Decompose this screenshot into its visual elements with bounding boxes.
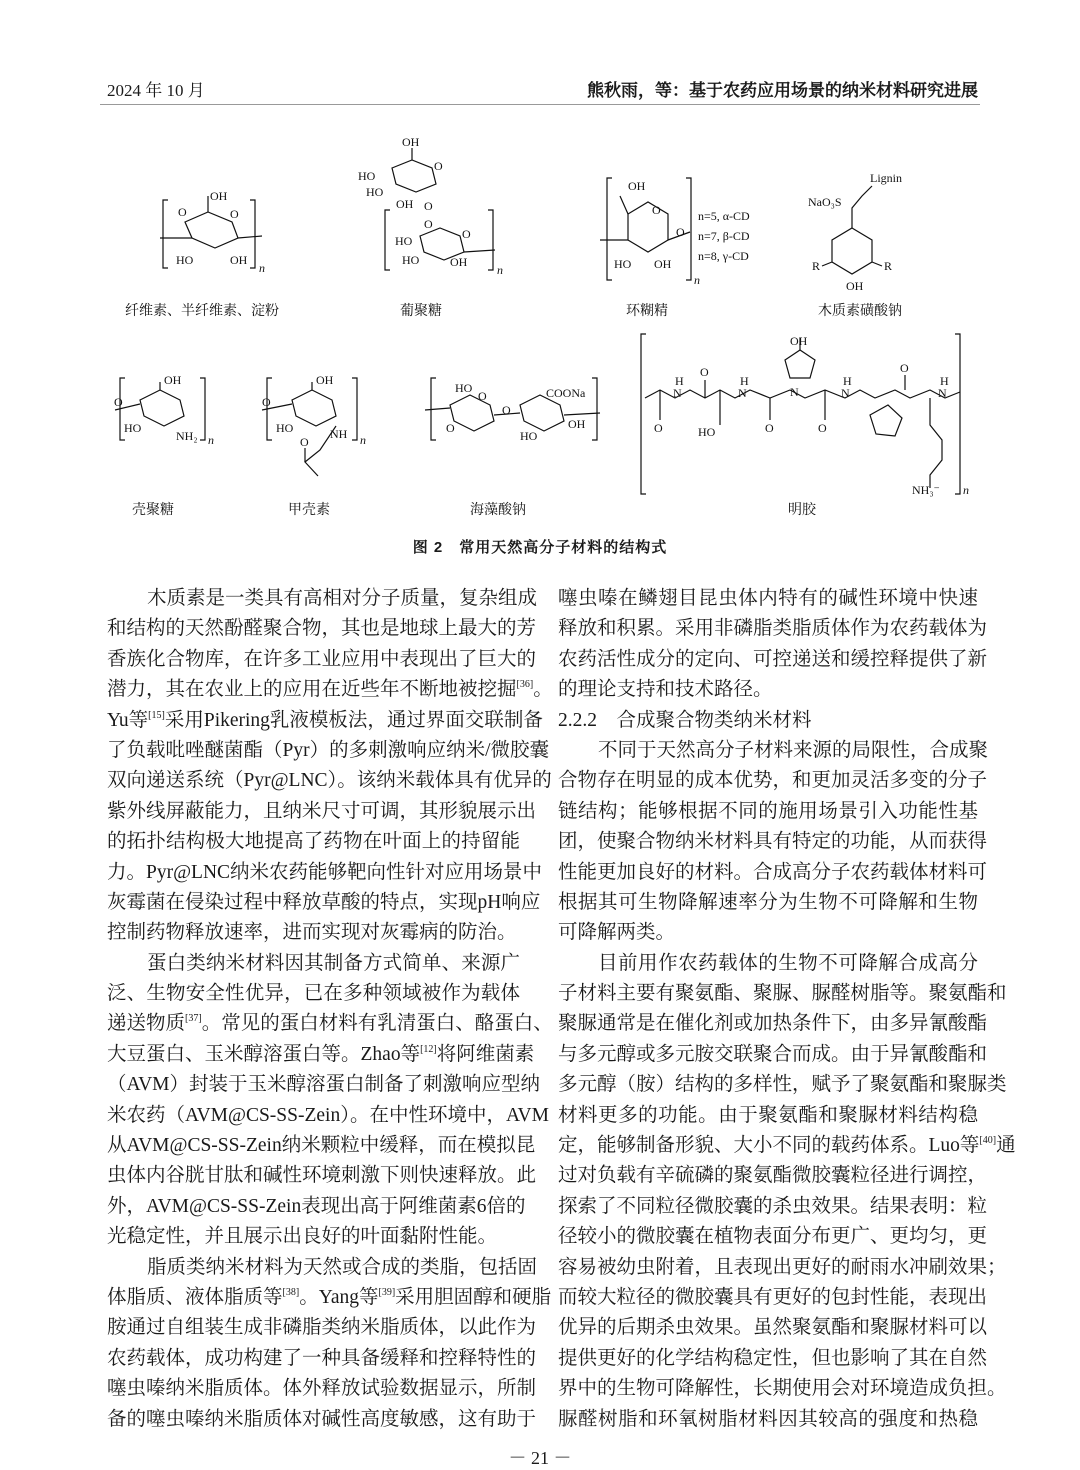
paragraph-line: 泛、生物安全性优异，已在多种领域被作为载体 bbox=[107, 983, 520, 1005]
svg-text:n=8, γ-CD: n=8, γ-CD bbox=[698, 249, 749, 263]
paragraph-line: 与多元醇或多元胺交联聚合而成。由于异氰酸酯和 bbox=[558, 1043, 988, 1065]
paragraph-line: 和结构的天然酚醛聚合物，其也是地球上最大的芳 bbox=[107, 618, 537, 640]
svg-text:O: O bbox=[114, 395, 123, 409]
paragraph-line: 潜力，其在农业上的应用在近些年不断地被挖掘[36]。 bbox=[107, 679, 553, 701]
structure-cyclodextrin bbox=[600, 178, 750, 319]
structure-chitin bbox=[262, 373, 366, 518]
paragraph-line: 径较小的微胶囊在植物表面分布更广、更均匀，更 bbox=[558, 1226, 988, 1248]
paragraph-line: 容易被幼虫附着，且表现出更好的耐雨水冲刷效果； bbox=[558, 1256, 1007, 1278]
svg-text:HO: HO bbox=[124, 421, 142, 435]
svg-text:R: R bbox=[884, 259, 893, 273]
paragraph-line: 紫外线屏蔽能力，且纳米尺寸可调，其形貌展示出 bbox=[107, 800, 537, 822]
paragraph-line: 米农药（AVM@CS-SS-Zein）。在中性环境中，AVM bbox=[107, 1104, 549, 1126]
svg-text:HO: HO bbox=[366, 185, 384, 199]
svg-text:NaO₃S: NaO₃S bbox=[808, 195, 842, 209]
label-chitin: 甲壳素 bbox=[288, 503, 330, 518]
figure-caption: 图 2 常用天然高分子材料的结构式 bbox=[412, 539, 668, 556]
body-column-left bbox=[107, 584, 553, 1435]
svg-text:HO: HO bbox=[176, 253, 194, 267]
svg-text:O: O bbox=[434, 159, 443, 173]
citation-ref[interactable]: [15] bbox=[148, 709, 165, 721]
svg-text:O: O bbox=[652, 203, 661, 217]
svg-text:n: n bbox=[497, 263, 503, 277]
svg-text:R: R bbox=[812, 259, 821, 273]
paragraph-line: 探索了不同粒径微胶囊的杀虫效果。结果表明：粒 bbox=[558, 1195, 988, 1217]
svg-text:O: O bbox=[262, 395, 271, 409]
svg-text:n=5, α-CD: n=5, α-CD bbox=[698, 209, 750, 223]
svg-text:N: N bbox=[938, 386, 947, 400]
structure-dextran bbox=[358, 135, 503, 319]
svg-text:O: O bbox=[676, 225, 685, 239]
paragraph-line: 农药载体，成功构建了一种具备缓释和控释特性的 bbox=[107, 1347, 537, 1369]
label-alginate: 海藻酸钠 bbox=[470, 503, 526, 518]
svg-text:Lignin: Lignin bbox=[870, 171, 902, 185]
svg-text:O: O bbox=[654, 421, 663, 435]
structure-cellulose bbox=[125, 189, 279, 319]
svg-text:OH: OH bbox=[628, 179, 646, 193]
paragraph-line: 虫体内谷胱甘肽和碱性环境刺激下则快速释放。此 bbox=[107, 1165, 537, 1187]
paragraph-line: 提供更好的化学结构稳定性，但也影响了其在自然 bbox=[558, 1347, 988, 1369]
svg-text:n: n bbox=[360, 433, 366, 447]
svg-text:OH: OH bbox=[654, 257, 672, 271]
section-heading: 2.2.2 合成聚合物类纳米材料 bbox=[558, 709, 812, 731]
paragraph-line: 界中的生物可降解性，长期使用会对环境造成负担。 bbox=[558, 1378, 1007, 1400]
body-column-right bbox=[558, 584, 1016, 1435]
svg-text:OH: OH bbox=[568, 417, 586, 431]
svg-text:HO: HO bbox=[614, 257, 632, 271]
svg-text:OH: OH bbox=[450, 255, 468, 269]
svg-text:HO: HO bbox=[455, 381, 473, 395]
svg-text:O: O bbox=[178, 205, 187, 219]
paragraph-line: 噻虫嗪纳米脂质体。体外释放试验数据显示，所制 bbox=[107, 1378, 537, 1400]
paragraph-line: 多元醇（胺）结构的多样性，赋予了聚氨酯和聚脲类 bbox=[558, 1074, 1007, 1096]
running-header-date: 2024 年 10 月 bbox=[107, 81, 205, 100]
svg-text:H: H bbox=[675, 374, 684, 388]
svg-text:NH₃⁻: NH₃⁻ bbox=[912, 483, 940, 497]
paragraph-line: 链结构；能够根据不同的施用场景引入功能性基 bbox=[558, 800, 978, 822]
svg-text:O: O bbox=[424, 199, 433, 213]
svg-text:O: O bbox=[230, 207, 239, 221]
svg-text:NH: NH bbox=[330, 427, 348, 441]
paragraph-line: 从AVM@CS-SS-Zein纳米颗粒中缓释，而在模拟昆 bbox=[107, 1135, 536, 1157]
svg-text:N: N bbox=[738, 386, 747, 400]
citation-ref[interactable]: [36] bbox=[516, 679, 534, 691]
svg-text:HO: HO bbox=[402, 253, 420, 267]
paragraph-line: 脲醛树脂和环氧树脂材料因其较高的强度和热稳 bbox=[558, 1408, 978, 1430]
svg-text:H: H bbox=[740, 374, 749, 388]
paragraph-line: 的理论支持和技术路径。 bbox=[558, 679, 773, 701]
paragraph-line: 递送物质[37]。常见的蛋白材料有乳清蛋白、酪蛋白、 bbox=[107, 1013, 553, 1035]
paragraph-line: 体脂质、液体脂质等[38]。Yang等[39]采用胆固醇和硬脂 bbox=[107, 1286, 552, 1308]
label-cyclodextrin: 环糊精 bbox=[626, 304, 668, 319]
label-lignosulfonate: 木质素磺酸钠 bbox=[818, 304, 902, 319]
paragraph-line: 外，AVM@CS-SS-Zein表现出高于阿维菌素6倍的 bbox=[107, 1195, 526, 1217]
paragraph-line: Yu等[15]采用Pikering乳液模板法，通过界面交联制备 bbox=[107, 709, 543, 731]
svg-text:HO: HO bbox=[358, 169, 376, 183]
svg-text:HO: HO bbox=[276, 421, 294, 435]
svg-text:O: O bbox=[446, 421, 455, 435]
paragraph-line: 优异的后期杀虫效果。虽然聚氨酯和聚脲材料可以 bbox=[558, 1317, 988, 1339]
svg-text:O: O bbox=[300, 435, 309, 449]
paragraph-line: 香族化合物库，在许多工业应用中表现出了巨大的 bbox=[107, 648, 537, 670]
svg-text:O: O bbox=[424, 217, 433, 231]
svg-text:O: O bbox=[765, 421, 774, 435]
citation-ref[interactable]: [37] bbox=[185, 1013, 202, 1025]
paragraph-line: 定，能够制备形貌、大小不同的载药体系。Luo等[40]通 bbox=[558, 1135, 1016, 1157]
paragraph-line: 的拓扑结构极大地提高了药物在叶面上的持留能 bbox=[107, 831, 520, 853]
paragraph-line: 合物存在明显的成本优势，和更加灵活多变的分子 bbox=[558, 770, 988, 792]
paragraph-line: 大豆蛋白、玉米醇溶蛋白等。Zhao等[12]将阿维菌素 bbox=[107, 1043, 535, 1065]
paragraph-line: 木质素是一类具有高相对分子质量，复杂组成 bbox=[147, 588, 538, 609]
label-dextran: 葡聚糖 bbox=[400, 304, 442, 319]
label-cellulose: 纤维素、半纤维素、淀粉 bbox=[125, 304, 279, 319]
structure-chitosan bbox=[114, 373, 214, 518]
paragraph-line: 双向递送系统（Pyr@LNC）。该纳米载体具有优异的 bbox=[107, 770, 552, 792]
structure-alginate bbox=[425, 378, 600, 518]
svg-text:n: n bbox=[259, 261, 265, 275]
paragraph-line: 团，使聚合物纳米材料具有特定的功能，从而获得 bbox=[558, 831, 988, 853]
structure-gelatin bbox=[641, 334, 969, 518]
label-gelatin: 明胶 bbox=[788, 503, 816, 518]
citation-ref[interactable]: [39] bbox=[378, 1286, 396, 1298]
paragraph-line: 灰霉菌在侵染过程中释放草酸的特点，实现pH响应 bbox=[107, 891, 541, 913]
paragraph-line: 农药活性成分的定向、可控递送和缓控释提供了新 bbox=[558, 648, 988, 670]
svg-text:NH₂: NH₂ bbox=[176, 429, 198, 443]
citation-ref[interactable]: [12] bbox=[420, 1043, 437, 1055]
paragraph-line: 光稳定性，并且展示出良好的叶面黏附性能。 bbox=[107, 1226, 498, 1248]
page-number: － 21 － bbox=[508, 1448, 572, 1468]
structure-lignosulfonate bbox=[808, 171, 902, 319]
paragraph-line: 目前用作农药载体的生物不可降解合成高分 bbox=[598, 952, 978, 974]
paragraph-line: 根据其可生物降解速率分为生物不可降解和生物 bbox=[558, 891, 978, 913]
citation-ref[interactable]: [40] bbox=[979, 1135, 997, 1147]
svg-text:N: N bbox=[790, 385, 799, 399]
paragraph-line: 噻虫嗪在鳞翅目昆虫体内特有的碱性环境中快速 bbox=[558, 588, 978, 609]
svg-text:O: O bbox=[900, 361, 909, 375]
svg-text:HO: HO bbox=[698, 425, 716, 439]
paragraph-line: 而较大粒径的微胶囊具有更好的包封性能，表现出 bbox=[558, 1286, 988, 1308]
svg-text:O: O bbox=[700, 365, 709, 379]
svg-text:n: n bbox=[963, 483, 969, 497]
paragraph-line: 备的噻虫嗪纳米脂质体对碱性高度敏感，这有助于 bbox=[107, 1408, 537, 1430]
paragraph-line: 力。Pyr@LNC纳米农药能够靶向性针对应用场景中 bbox=[107, 861, 543, 883]
paragraph-line: 可降解两类。 bbox=[558, 922, 676, 944]
paragraph-line: 胺通过自组装生成非磷脂类纳米脂质体，以此作为 bbox=[107, 1317, 537, 1339]
svg-text:n: n bbox=[208, 433, 214, 447]
paragraph-line: 子材料主要有聚氨酯、聚脲、脲醛树脂等。聚氨酯和 bbox=[558, 983, 1007, 1005]
paragraph-line: 性能更加良好的材料。合成高分子农药载体材料可 bbox=[558, 861, 988, 883]
svg-text:OH: OH bbox=[846, 279, 864, 293]
svg-text:O: O bbox=[462, 227, 471, 241]
svg-text:O: O bbox=[478, 389, 487, 403]
svg-text:OH: OH bbox=[790, 334, 808, 348]
svg-text:COONa: COONa bbox=[546, 386, 586, 400]
figure-2-structures bbox=[0, 0, 1080, 540]
running-header-title: 熊秋雨，等：基于农药应用场景的纳米材料研究进展 bbox=[587, 81, 978, 100]
paragraph-line: 材料更多的功能。由于聚氨酯和聚脲材料结构稳 bbox=[558, 1104, 978, 1126]
svg-text:N: N bbox=[673, 386, 682, 400]
svg-text:O: O bbox=[818, 421, 827, 435]
svg-text:n: n bbox=[694, 273, 700, 287]
paragraph-line: 脂质类纳米材料为天然或合成的类脂，包括固 bbox=[147, 1256, 538, 1278]
svg-text:N: N bbox=[841, 386, 850, 400]
svg-text:HO: HO bbox=[395, 234, 413, 248]
svg-text:OH: OH bbox=[402, 135, 420, 149]
paragraph-line: 释放和积累。采用非磷脂类脂质体作为农药载体为 bbox=[558, 618, 988, 640]
svg-text:H: H bbox=[843, 374, 852, 388]
svg-text:HO: HO bbox=[520, 429, 538, 443]
svg-text:OH: OH bbox=[230, 253, 248, 267]
paragraph-line: （AVM）封装于玉米醇溶蛋白制备了刺激响应型纳 bbox=[107, 1074, 540, 1096]
svg-text:O: O bbox=[502, 403, 511, 417]
svg-text:OH: OH bbox=[396, 197, 414, 211]
svg-text:OH: OH bbox=[316, 373, 334, 387]
paragraph-line: 蛋白类纳米材料因其制备方式简单、来源广 bbox=[147, 952, 520, 974]
paragraph-line: 了负载吡唑醚菌酯（Pyr）的多刺激响应纳米/微胶囊 bbox=[107, 739, 550, 761]
svg-text:OH: OH bbox=[164, 373, 182, 387]
svg-text:OH: OH bbox=[210, 189, 228, 203]
svg-text:n=7, β-CD: n=7, β-CD bbox=[698, 229, 750, 243]
paragraph-line: 不同于天然高分子材料来源的局限性，合成聚 bbox=[598, 739, 989, 761]
paragraph-line: 聚脲通常是在催化剂或加热条件下，由多异氰酸酯 bbox=[558, 1013, 988, 1035]
citation-ref[interactable]: [38] bbox=[282, 1286, 300, 1298]
paragraph-line: 过对负载有辛硫磷的聚氨酯微胶囊粒径进行调控， bbox=[558, 1165, 988, 1187]
paragraph-line: 控制药物释放速率，进而实现对灰霉病的防治。 bbox=[107, 922, 517, 944]
label-chitosan: 壳聚糖 bbox=[132, 503, 174, 518]
svg-text:H: H bbox=[940, 374, 949, 388]
